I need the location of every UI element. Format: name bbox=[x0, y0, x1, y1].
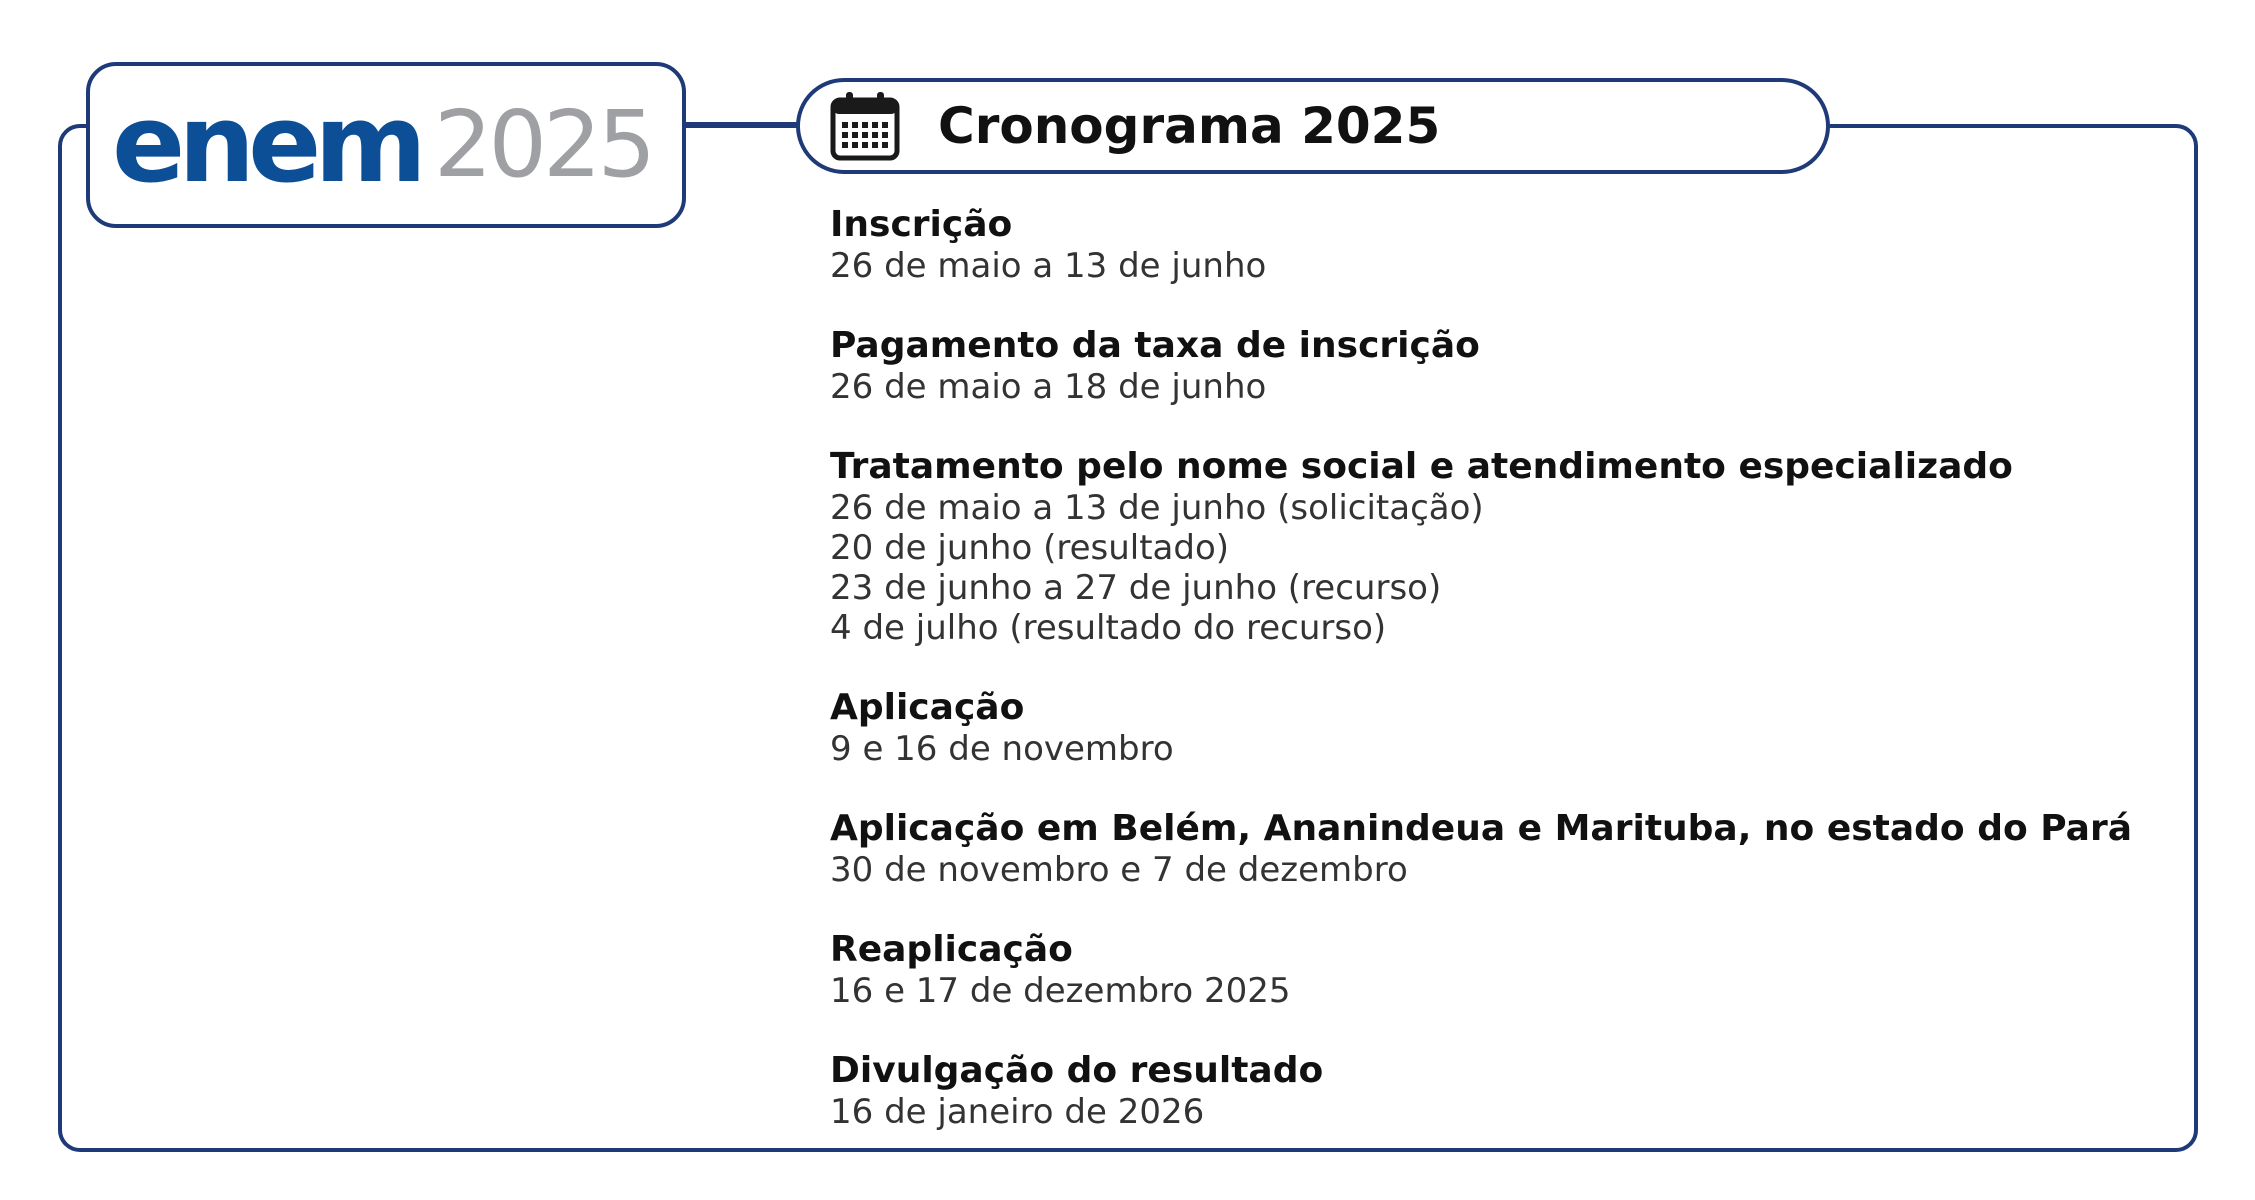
calendar-icon bbox=[830, 91, 900, 161]
schedule-item-date: 4 de julho (resultado do recurso) bbox=[830, 608, 1387, 648]
page-title: Cronograma 2025 bbox=[938, 97, 1441, 155]
schedule-item-pagamento bbox=[830, 325, 2160, 407]
schedule-item-date: 9 e 16 de novembro bbox=[830, 729, 1174, 769]
title-banner bbox=[796, 78, 1830, 174]
schedule-item-title: Inscrição bbox=[830, 204, 1013, 245]
schedule-item-date: 26 de maio a 13 de junho bbox=[830, 246, 1267, 286]
frame-connector-line bbox=[686, 122, 800, 126]
schedule-item-title: Aplicação em Belém, Ananindeua e Marituba, no estado do Pará bbox=[830, 808, 2132, 849]
schedule-item-date: 23 de junho a 27 de junho (recurso) bbox=[830, 568, 1442, 608]
schedule-item-title: Divulgação do resultado bbox=[830, 1050, 1324, 1091]
schedule-item-inscricao bbox=[830, 204, 2160, 286]
schedule-item-date: 26 de maio a 18 de junho bbox=[830, 367, 1267, 407]
schedule-item-date: 20 de junho (resultado) bbox=[830, 528, 1230, 568]
schedule-item-resultado bbox=[830, 1050, 2160, 1132]
schedule-item-title: Reaplicação bbox=[830, 929, 1073, 970]
schedule-item-reaplicacao bbox=[830, 929, 2160, 1011]
schedule-item-date: 26 de maio a 13 de junho (solicitação) bbox=[830, 488, 1484, 528]
schedule-item-aplicacao-para bbox=[830, 808, 2160, 890]
schedule-item-aplicacao bbox=[830, 687, 2160, 769]
schedule-item-title: Tratamento pelo nome social e atendimento especializado bbox=[830, 446, 2013, 487]
schedule-item-title: Pagamento da taxa de inscrição bbox=[830, 325, 1480, 366]
schedule-item-date: 16 de janeiro de 2026 bbox=[830, 1092, 1205, 1132]
schedule-item-date: 16 e 17 de dezembro 2025 bbox=[830, 971, 1291, 1011]
schedule-item-tratamento bbox=[830, 446, 2160, 648]
schedule-list bbox=[830, 204, 2160, 1171]
enem-logo bbox=[86, 62, 686, 228]
schedule-item-date: 30 de novembro e 7 de dezembro bbox=[830, 850, 1408, 890]
logo-year: 2025 bbox=[433, 91, 653, 198]
logo-word: enem bbox=[112, 82, 420, 207]
schedule-item-title: Aplicação bbox=[830, 687, 1025, 728]
